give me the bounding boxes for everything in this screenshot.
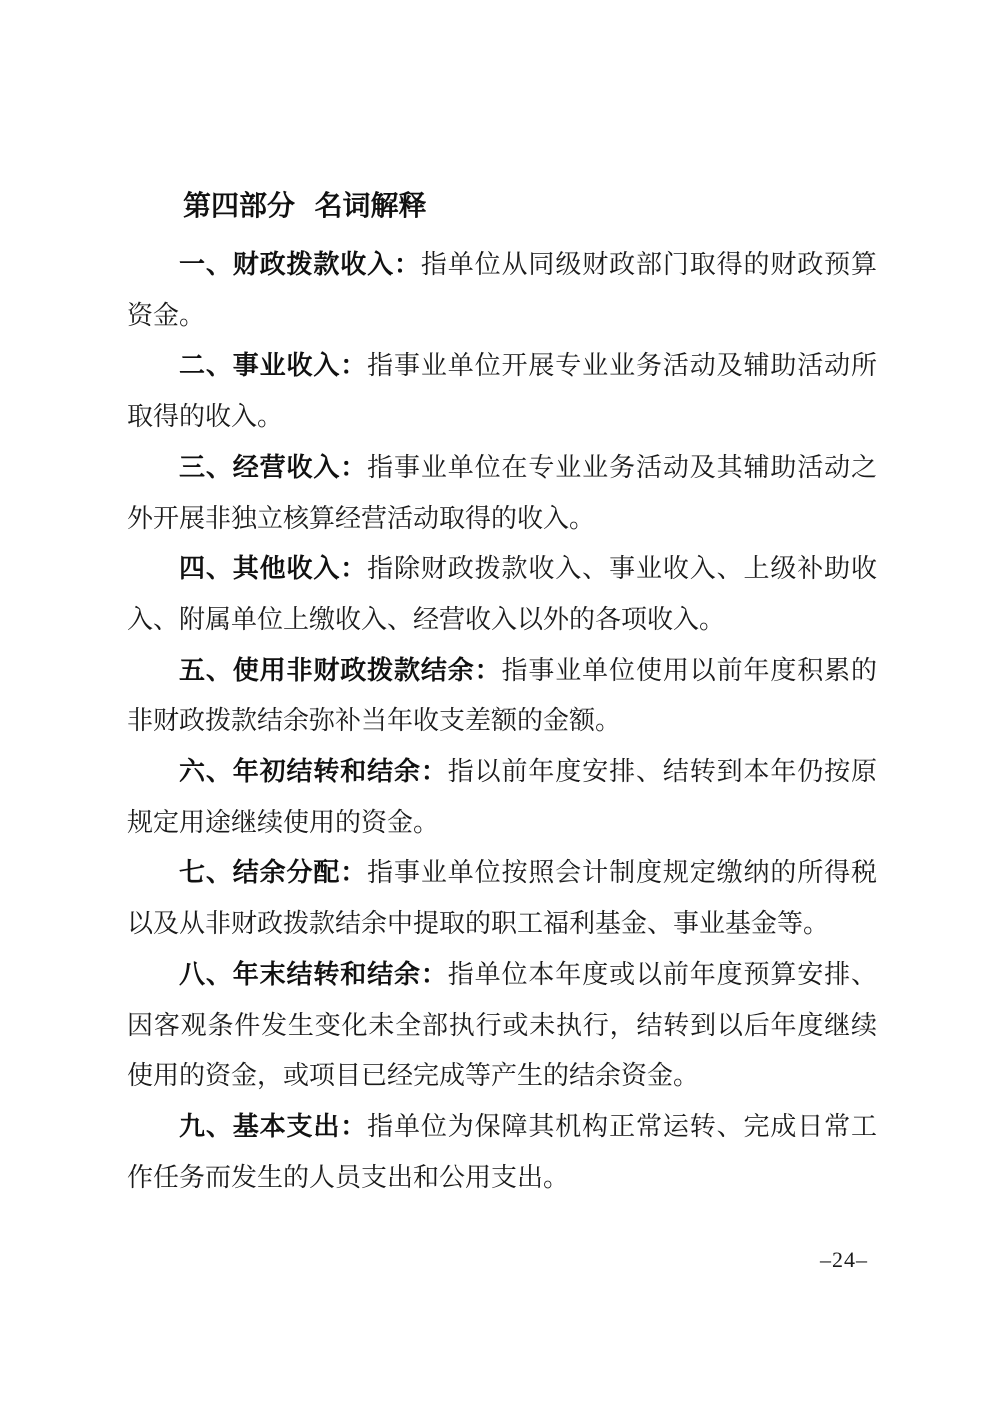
glossary-definition: 指事业单位在专业业务活动及其辅助活动之外开展非独立核算经营活动取得的收入。 — [127, 452, 877, 533]
glossary-paragraph — [127, 848, 877, 949]
glossary-term: 六、年初结转和结余： — [179, 757, 448, 787]
glossary-definition: 指事业单位开展专业业务活动及辅助活动所取得的收入。 — [127, 351, 877, 432]
glossary-term: 三、经营收入： — [179, 452, 368, 482]
glossary-paragraph — [127, 747, 877, 848]
glossary-term: 五、使用非财政拨款结余： — [179, 655, 502, 685]
glossary-definition: 指单位为保障其机构正常运转、完成日常工作任务而发生的人员支出和公用支出。 — [127, 1111, 877, 1192]
glossary-definition: 指单位从同级财政部门取得的财政预算资金。 — [127, 250, 877, 330]
glossary-paragraph — [127, 240, 877, 341]
glossary-definition: 指单位本年度或以前年度预算安排、因客观条件发生变化未全部执行或未执行，结转到以后年度继续使用的资金，或项目已经完成等产生的结余资金。 — [127, 959, 877, 1091]
glossary-term: 二、事业收入： — [179, 351, 368, 381]
glossary-term: 七、结余分配： — [179, 858, 368, 888]
glossary-definition: 指以前年度安排、结转到本年仍按原规定用途继续使用的资金。 — [127, 757, 877, 837]
glossary-term: 九、基本支出： — [179, 1111, 368, 1141]
glossary-paragraph — [127, 950, 877, 1102]
glossary-paragraph — [127, 341, 877, 442]
glossary-term: 一、财政拨款收入： — [179, 250, 421, 279]
glossary-paragraph — [127, 443, 877, 544]
glossary-term: 四、其他收入： — [179, 554, 368, 584]
glossary-term: 八、年末结转和结余： — [179, 959, 448, 989]
glossary-paragraph — [127, 1102, 877, 1203]
document-body — [127, 185, 877, 1203]
glossary-definition: 指事业单位使用以前年度积累的非财政拨款结余弥补当年收支差额的金额。 — [127, 655, 877, 736]
section-heading: 第四部分 名词解释 — [183, 189, 427, 222]
page-number: –24– — [820, 1247, 868, 1272]
glossary-definition: 指除财政拨款收入、事业收入、上级补助收入、附属单位上缴收入、经营收入以外的各项收入。 — [127, 554, 877, 634]
glossary-paragraph — [127, 646, 877, 747]
glossary-definition: 指事业单位按照会计制度规定缴纳的所得税以及从非财政拨款结余中提取的职工福利基金、事业基金等。 — [127, 858, 877, 939]
glossary-paragraph — [127, 544, 877, 645]
